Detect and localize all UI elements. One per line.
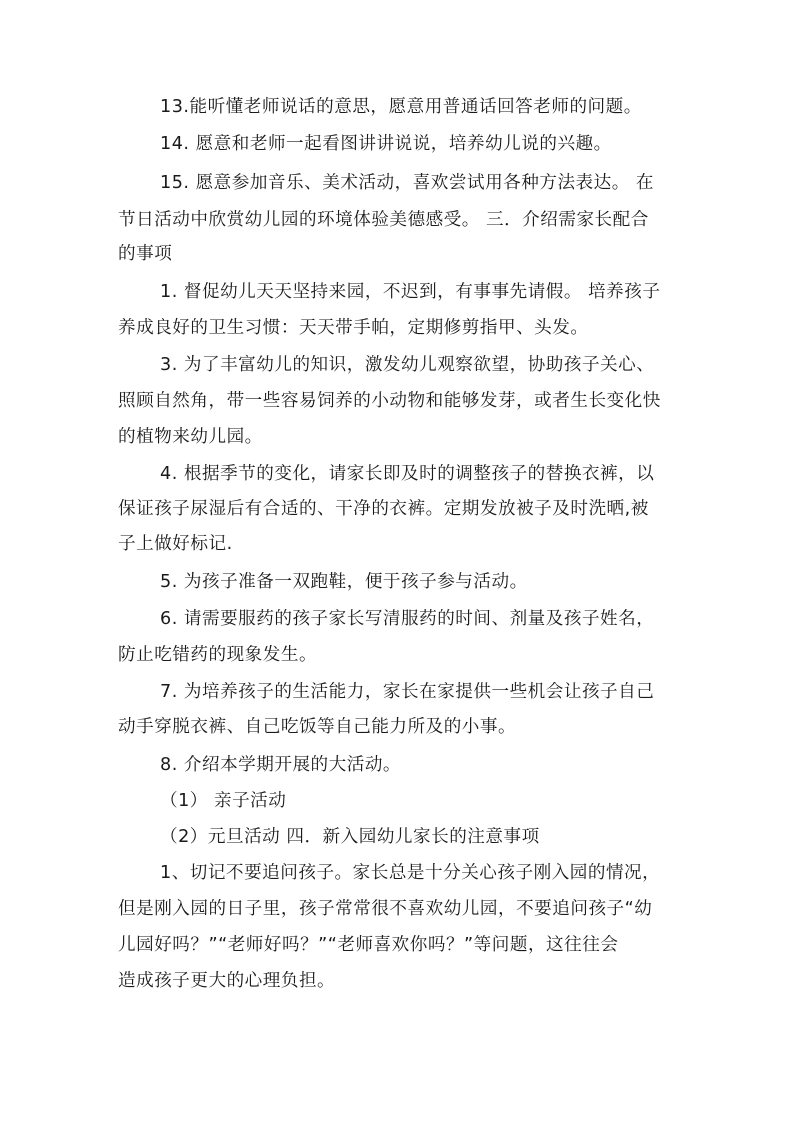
section-4-item-1-line-1: 1、切记不要追问孩子。家长总是十分关心孩子刚入园的情况，: [160, 863, 661, 883]
sub-item-2-line: （2）元旦活动 四．新入园幼儿家长的注意事项: [160, 827, 540, 847]
item-4-line-3: 子上做好标记.: [118, 534, 233, 554]
item-4-line-1: 4. 根据季节的变化，请家长即及时的调整孩子的替换衣裤，以: [160, 464, 655, 484]
item-5-line: 5. 为孩子准备一双跑鞋，便于孩子参与活动。: [160, 572, 528, 592]
section-4-item-1-line-4: 造成孩子更大的心理负担。: [118, 971, 336, 991]
item-8-line: 8. 介绍本学期开展的大活动。: [160, 755, 402, 775]
item-15-line-1: 15. 愿意参加音乐、美术活动，喜欢尝试用各种方法表达。 在: [160, 173, 655, 193]
section-4-item-1-line-2: 但是刚入园的日子里，孩子常常很不喜欢幼儿园，不要追问孩子“幼: [118, 899, 653, 919]
item-15-line-2: 节日活动中欣赏幼儿园的环境体验美德感受。 三．介绍需家长配合: [118, 210, 649, 230]
item-7-line-2: 动手穿脱衣裤、自己吃饭等自己能力所及的小事。: [118, 717, 517, 737]
item-7-line-1: 7. 为培养孩子的生活能力，家长在家提供一些机会让孩子自己: [160, 682, 655, 702]
item-6-line-1: 6. 请需要服药的孩子家长写清服药的时间、剂量及孩子姓名，: [160, 609, 655, 629]
item-1-line-2: 养成良好的卫生习惯：天天带手帕，定期修剪指甲、头发。: [118, 318, 589, 338]
item-3-line-2: 照顾自然角，带一些容易饲养的小动物和能够发芽，或者生长变化快: [118, 391, 661, 411]
item-3-line-3: 的植物来幼儿园。: [118, 427, 263, 447]
section-3-heading-end: 的事项: [118, 244, 173, 264]
section-4-item-1-line-3: 儿园好吗？”“老师好吗？”“老师喜欢你吗？”等问题，这往往会: [118, 935, 619, 955]
sub-item-1-line: （1） 亲子活动: [160, 791, 287, 811]
item-3-line-1: 3. 为了丰富幼儿的知识，激发幼儿观察欲望，协助孩子关心、: [160, 355, 655, 375]
item-14-line: 14. 愿意和老师一起看图讲讲说说，培养幼儿说的兴趣。: [160, 134, 612, 154]
item-4-line-2: 保证孩子尿湿后有合适的、干净的衣裤。定期发放被子及时洗晒,被: [118, 499, 649, 519]
item-6-line-2: 防止吃错药的现象发生。: [118, 645, 318, 665]
item-1-line-1: 1. 督促幼儿天天坚持来园，不迟到，有事事先请假。 培养孩子: [160, 282, 661, 302]
item-13-line: 13.能听懂老师说话的意思，愿意用普通话回答老师的问题。: [160, 97, 642, 117]
